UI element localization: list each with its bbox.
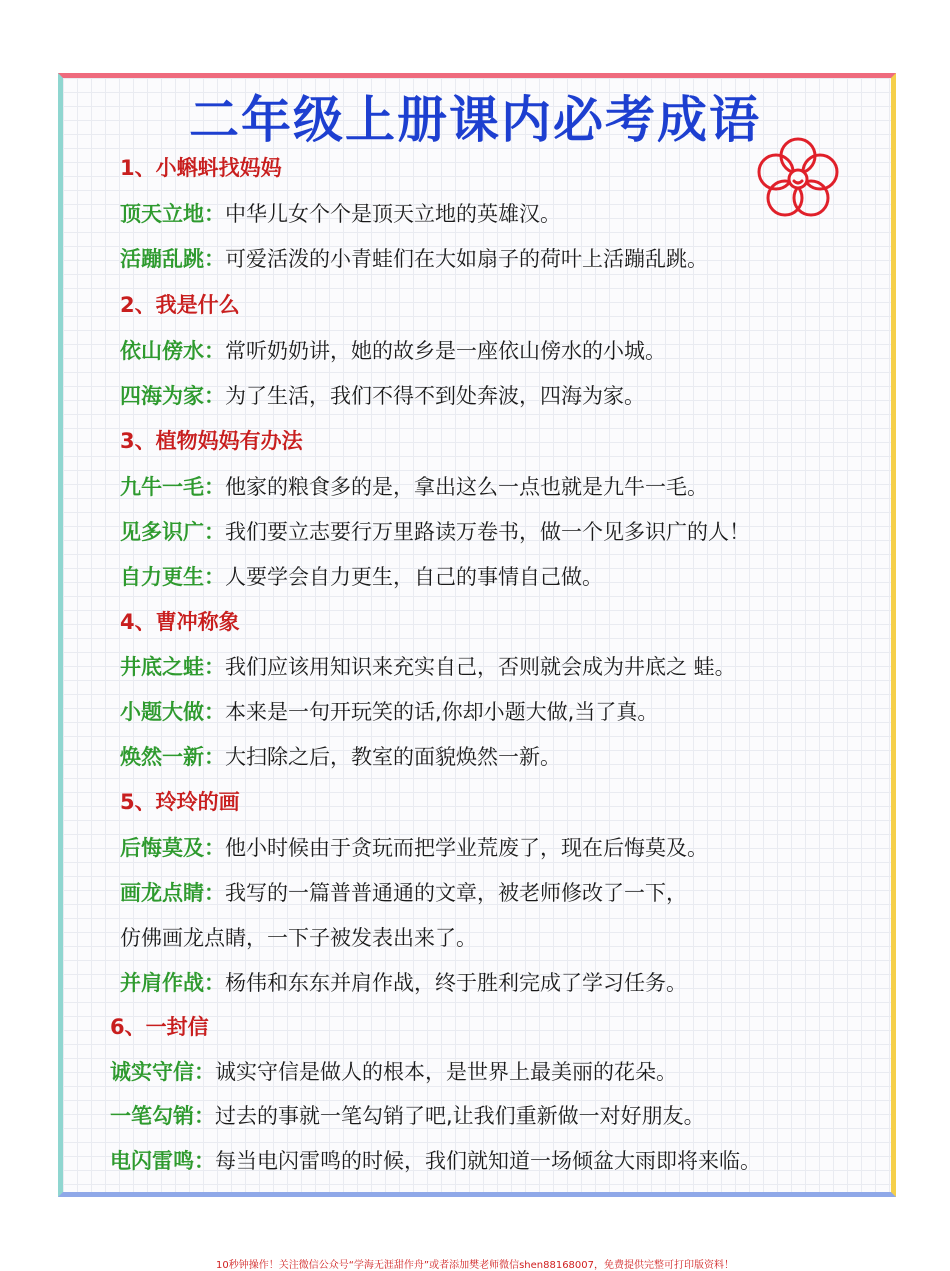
idiom-term: 四海为家：: [120, 384, 225, 408]
example-sentence: 我们应该用知识来充实自己，否则就会成为井底之 蛙。: [225, 655, 736, 679]
example-sentence: 他家的粮食多的是，拿出这么一点也就是九牛一毛。: [225, 475, 708, 499]
example-sentence: 他小时候由于贪玩而把学业荒废了，现在后悔莫及。: [225, 836, 708, 860]
idiom-term: 焕然一新：: [120, 745, 225, 769]
footer-note: 10秒钟操作！关注微信公众号“学海无涯甜作舟”或者添加樊老师微信shen88168007，免费提供完整可打印版资料！: [215, 1260, 735, 1271]
idiom-term: 一笔勾销：: [110, 1104, 215, 1128]
example-sentence: 诚实守信是做人的根本，是世界上最美丽的花朵。: [215, 1060, 677, 1084]
idiom-term: 见多识广：: [120, 520, 225, 544]
idiom-entry: [120, 832, 708, 862]
example-sentence: 人要学会自力更生，自己的事情自己做。: [225, 565, 603, 589]
page-title: 二年级上册课内必考成语: [189, 91, 761, 149]
section-heading: 4、曹冲称象: [120, 610, 240, 634]
flower-icon: [748, 128, 848, 228]
section-heading: 2、我是什么: [120, 293, 240, 317]
idiom-term: 小题大做：: [120, 700, 225, 724]
example-sentence-continuation: 仿佛画龙点睛，一下子被发表出来了。: [120, 926, 477, 950]
idiom-entry: [120, 516, 750, 546]
idiom-entry: [120, 877, 687, 907]
idiom-term: 活蹦乱跳：: [120, 247, 225, 271]
idiom-entry: [120, 561, 603, 591]
idiom-term: 依山傍水：: [120, 339, 225, 363]
idiom-entry: [110, 1145, 761, 1175]
example-sentence: 大扫除之后，教室的面貌焕然一新。: [225, 745, 561, 769]
idiom-entry: [110, 1056, 677, 1086]
idiom-term: 九牛一毛：: [120, 475, 225, 499]
idiom-entry: [120, 967, 687, 997]
section-heading: 1、小蝌蚪找妈妈: [120, 156, 282, 180]
section-heading: 5、玲玲的画: [120, 790, 240, 814]
example-sentence: 常听奶奶讲，她的故乡是一座依山傍水的小城。: [225, 339, 666, 363]
idiom-term: 顶天立地：: [120, 202, 225, 226]
idiom-entry: [120, 335, 666, 365]
example-sentence: 我们要立志要行万里路读万卷书，做一个见多识广的人！: [225, 520, 750, 544]
example-sentence: 中华儿女个个是顶天立地的英雄汉。: [225, 202, 561, 226]
example-sentence: 杨伟和东东并肩作战，终于胜利完成了学习任务。: [225, 971, 687, 995]
idiom-entry: [120, 380, 645, 410]
idiom-term: 画龙点睛：: [120, 881, 225, 905]
example-sentence: 过去的事就一笔勾销了吧,让我们重新做一对好朋友。: [215, 1104, 705, 1128]
idiom-entry: [120, 471, 708, 501]
idiom-term: 自力更生：: [120, 565, 225, 589]
section-heading: 6、一封信: [110, 1015, 209, 1039]
idiom-term: 诚实守信：: [110, 1060, 215, 1084]
idiom-entry: [120, 741, 561, 771]
idiom-term: 后悔莫及：: [120, 836, 225, 860]
idiom-term: 井底之蛙：: [120, 655, 225, 679]
idiom-entry: [110, 1100, 705, 1130]
idiom-entry: [120, 198, 561, 228]
example-sentence: 我写的一篇普普通通的文章，被老师修改了一下，: [225, 881, 687, 905]
example-sentence: 本来是一句开玩笑的话,你却小题大做,当了真。: [225, 700, 659, 724]
idiom-term: 并肩作战：: [120, 971, 225, 995]
idiom-entry: [120, 243, 708, 273]
idiom-entry: [120, 696, 658, 726]
example-sentence: 为了生活，我们不得不到处奔波，四海为家。: [225, 384, 645, 408]
idiom-term: 电闪雷鸣：: [110, 1149, 215, 1173]
example-sentence: 可爱活泼的小青蛙们在大如扇子的荷叶上活蹦乱跳。: [225, 247, 708, 271]
idiom-entry: [120, 651, 736, 681]
section-heading: 3、植物妈妈有办法: [120, 429, 303, 453]
example-sentence: 每当电闪雷鸣的时候，我们就知道一场倾盆大雨即将来临。: [215, 1149, 761, 1173]
